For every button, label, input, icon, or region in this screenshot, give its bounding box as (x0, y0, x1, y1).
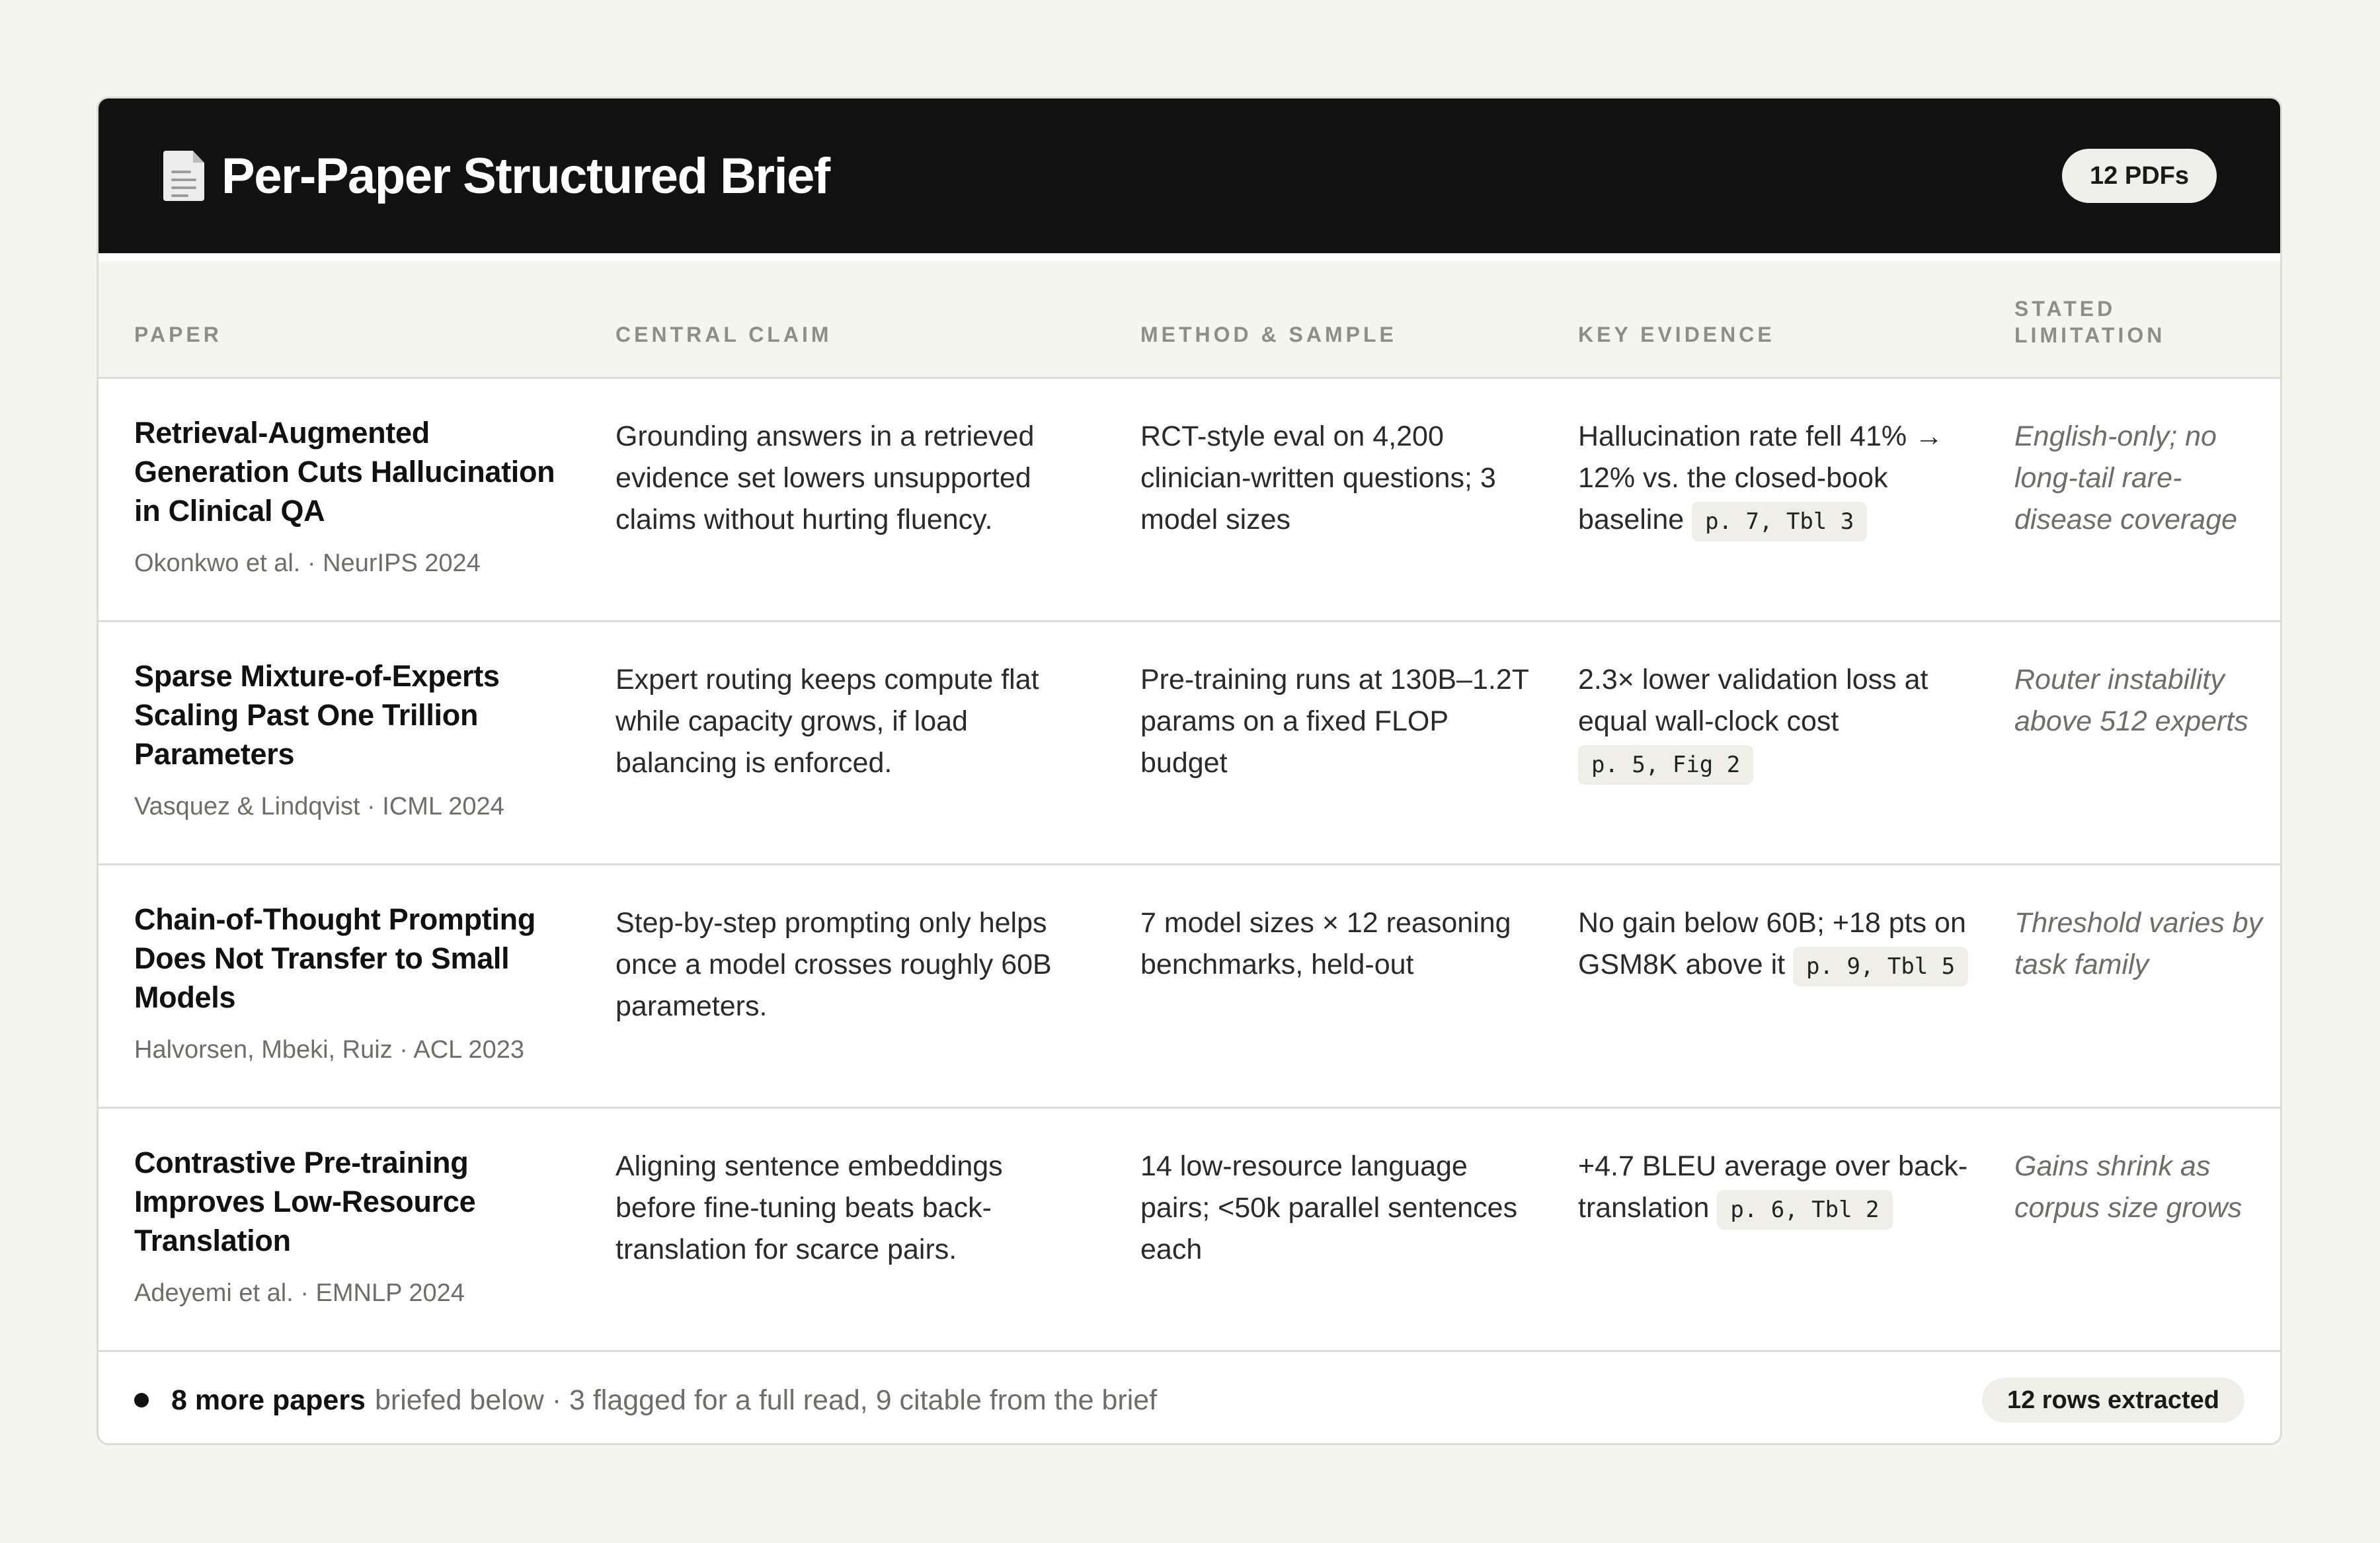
paper-cell (134, 900, 557, 1066)
claim-cell: Expert routing keeps compute flat while capacity grows, if load balancing is enforced. (615, 664, 1039, 779)
method-cell: RCT-style eval on 4,200 clinician-written questions; 3 model sizes (1140, 420, 1496, 535)
document-icon (163, 151, 204, 201)
paper-title: Sparse Mixture-of-Experts Scaling Past One Trillion Parameters (134, 659, 500, 771)
citation-chip: p. 6, Tbl 2 (1717, 1190, 1892, 1230)
footer-more-papers: 8 more papers (171, 1384, 366, 1416)
paper-title: Retrieval-Augmented Generation Cuts Hallucination in Clinical QA (134, 416, 555, 528)
method-cell: 7 model sizes × 12 reasoning benchmarks, held-out (1140, 907, 1511, 980)
evidence-cell (1578, 659, 1975, 785)
rows-extracted-badge: 12 rows extracted (1982, 1378, 2244, 1423)
limitation-cell: English-only; no long-tail rare-disease coverage (2014, 420, 2238, 535)
evidence-text: 2.3× lower validation loss at equal wall-clock cost (1578, 664, 1928, 737)
footer-summary (134, 1384, 1157, 1417)
paper-meta: Okonkwo et al. · NeurIPS 2024 (134, 549, 481, 577)
method-cell: Pre-training runs at 130B–1.2T params on a fixed FLOP budget (1140, 664, 1529, 779)
claim-cell: Step-by-step prompting only helps once a model crosses roughly 60B parameters. (615, 907, 1052, 1022)
paper-title: Chain-of-Thought Prompting Does Not Transfer to Small Models (134, 902, 536, 1014)
brief-card (97, 97, 2282, 1445)
column-header-claim: CENTRAL CLAIM (615, 323, 832, 346)
evidence-text: Hallucination rate fell 41% → 12% vs. the closed-book baseline (1578, 420, 1944, 535)
card-footer (99, 1353, 2280, 1445)
limitation-cell: Gains shrink as corpus size grows (2014, 1150, 2242, 1224)
table-row (99, 379, 2280, 622)
table-row (99, 865, 2280, 1109)
evidence-cell (1578, 902, 1975, 986)
table-row (99, 622, 2280, 865)
footer-summary-text: briefed below · 3 flagged for a full read, 9 citable from the brief (374, 1384, 1158, 1416)
citation-chip: p. 7, Tbl 3 (1692, 502, 1867, 541)
pdf-count-badge: 12 PDFs (2062, 149, 2217, 203)
bullet-dot-icon (134, 1393, 149, 1407)
card-header (99, 99, 2280, 253)
evidence-text: No gain below 60B; +18 pts on GSM8K above it (1578, 907, 1966, 980)
evidence-cell (1578, 1146, 1975, 1230)
table-row (99, 1109, 2280, 1352)
citation-chip: p. 5, Fig 2 (1578, 745, 1753, 785)
header-title-group (163, 147, 830, 205)
claim-cell: Aligning sentence embeddings before fine-tuning beats back-translation for scarce pairs. (615, 1150, 1003, 1265)
paper-title: Contrastive Pre-training Improves Low-Resource Translation (134, 1146, 476, 1257)
limitation-cell: Threshold varies by task family (2014, 907, 2263, 980)
limitation-cell: Router instability above 512 experts (2014, 664, 2248, 737)
column-header-limitation (2014, 296, 2165, 348)
page-title: Per-Paper Structured Brief (221, 147, 830, 204)
paper-cell (134, 413, 557, 579)
paper-cell (134, 656, 557, 822)
paper-meta: Adeyemi et al. · EMNLP 2024 (134, 1279, 465, 1307)
column-header-row (99, 261, 2280, 379)
column-header-paper: PAPER (134, 323, 222, 346)
column-header-limitation-line-1: STATED (2014, 297, 2116, 321)
column-header-limitation-line-2: LIMITATION (2014, 323, 2166, 347)
column-header-method: METHOD & SAMPLE (1140, 323, 1397, 346)
paper-cell (134, 1143, 557, 1309)
evidence-text: +4.7 BLEU average over back-translation (1578, 1150, 1968, 1224)
column-header-evidence: KEY EVIDENCE (1578, 323, 1775, 346)
paper-meta: Halvorsen, Mbeki, Ruiz · ACL 2023 (134, 1036, 524, 1064)
evidence-cell (1578, 416, 1975, 541)
claim-cell: Grounding answers in a retrieved evidence set lowers unsupported claims without hurting fluency. (615, 420, 1035, 535)
method-cell: 14 low-resource language pairs; <50k parallel sentences each (1140, 1150, 1518, 1265)
citation-chip: p. 9, Tbl 5 (1793, 947, 1968, 986)
paper-meta: Vasquez & Lindqvist · ICML 2024 (134, 793, 504, 820)
